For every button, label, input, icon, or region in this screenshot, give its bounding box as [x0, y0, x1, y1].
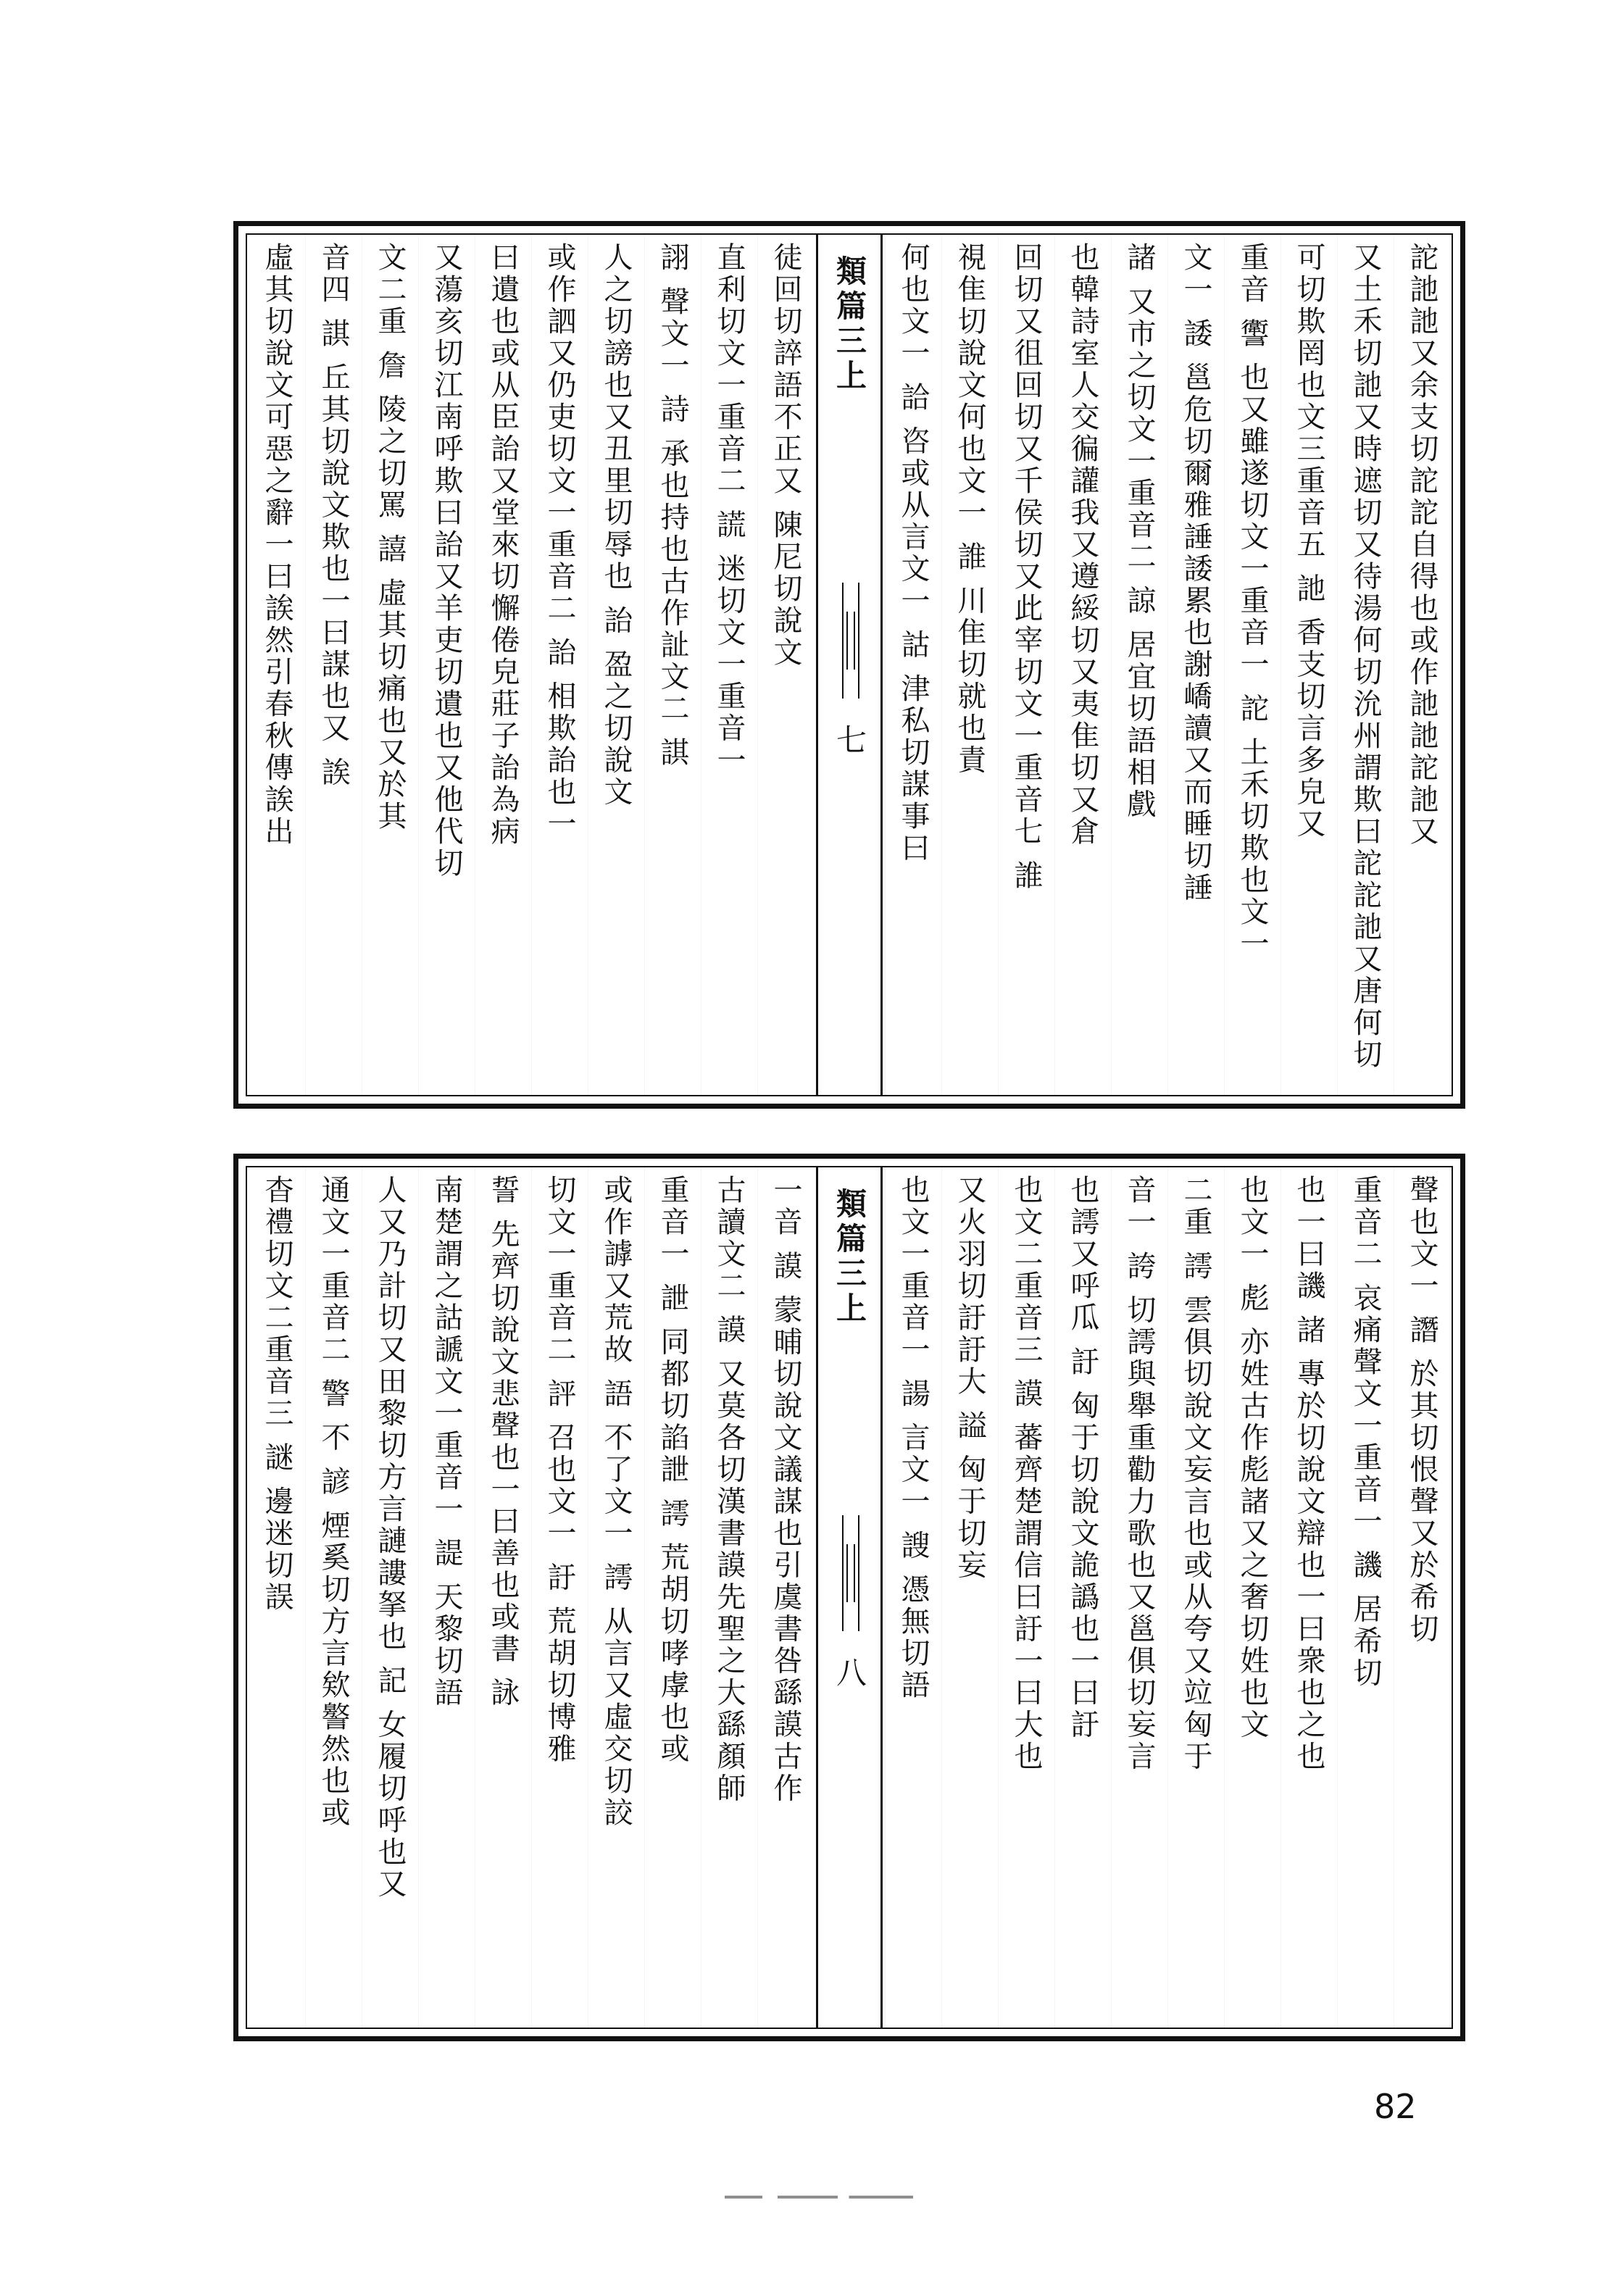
text-column: 曰遺也或从臣詒又堂來切懈倦皃莊子詒為病 — [475, 235, 531, 1095]
bottom-center-page-number: 八 — [832, 1657, 867, 1687]
text-column: 又火羽切訏訏大 謚 匈于切妄 — [941, 1167, 998, 2028]
fish-tail-ornament — [842, 583, 859, 699]
text-column: 文一 諉 邕危切爾雅諈諉累也謝嶠讀又而睡切諈 — [1167, 235, 1224, 1095]
fish-tail-ornament — [842, 1515, 859, 1631]
text-column: 詑訑訑又余支切詑詑自得也或作訑訑詑訑又 — [1394, 235, 1450, 1095]
text-column: 回切又徂回切又千侯切又此宰切文一重音七 誰 — [998, 235, 1054, 1095]
bottom-left-column-block — [249, 1167, 814, 2028]
text-column: 誓 先齊切說文悲聲也一曰善也或書 詠 — [475, 1167, 531, 2028]
text-column: 詡 聲文一 詩 承也持也古作訨文二 諆 — [644, 235, 701, 1095]
text-column: 南楚謂之詁謕文一重音一 諟 天黎切語 — [418, 1167, 475, 2028]
text-column: 直利切文一重音二 謊 迷切文一重音一 — [701, 235, 757, 1095]
text-column: 或作訵又仍吏切文一重音二 詒 相欺詒也一 — [531, 235, 588, 1095]
bottom-page-frame — [233, 1154, 1465, 2041]
text-column: 人之切謗也又丑里切辱也 詒 盈之切說文 — [588, 235, 644, 1095]
bottom-center-strip — [816, 1167, 883, 2028]
top-right-column-block — [885, 235, 1450, 1095]
top-center-strip — [816, 235, 883, 1095]
text-column: 何也文一 詥 咨或从言文一 詁 津私切謀事曰 — [885, 235, 941, 1095]
text-column: 或作謼又荒故 語 不了文一 謣 从言又虛交切詨 — [588, 1167, 644, 2028]
text-column: 重音一 詍 同都切諂詍 謣 荒胡切哮虖也或 — [644, 1167, 701, 2028]
text-column: 徒回切誶語不正又 陳尼切說文 — [757, 235, 814, 1095]
page-number: 82 — [1374, 2087, 1417, 2126]
text-column: 也文一 彪 亦姓古作彪諸又之奢切姓也文 — [1224, 1167, 1281, 2028]
text-column: 虛其切說文可惡之辭一曰誒然引春秋傳誒出 — [249, 235, 305, 1095]
bottom-center-title: 類篇三上 — [832, 1188, 867, 1327]
scan-artifact — [725, 2196, 913, 2199]
text-column: 諸 又市之切文一重音二 諒 居宜切語相戲 — [1111, 235, 1167, 1095]
text-column: 可切欺罔也文三重音五 訑 香支切言多皃又 — [1281, 235, 1337, 1095]
text-column: 重音 讆 也又雖遂切文一重音一 詑 土禾切欺也文一 — [1224, 235, 1281, 1095]
text-column: 音一 誇 切謣與舉重勸力歌也又邕俱切妄言 — [1111, 1167, 1167, 2028]
text-column: 一音 謨 蒙晡切說文議謀也引虞書咎繇謨古作 — [757, 1167, 814, 2028]
text-column: 古讀文二 謨 又莫各切漢書謨先聖之大繇顏師 — [701, 1167, 757, 2028]
text-column: 通文一重音二 警 不 諺 煙奚切方言欸譥然也或 — [305, 1167, 362, 2028]
top-left-column-block — [249, 235, 814, 1095]
text-column: 也一曰譏 諸 專於切說文辯也一曰衆也之也 — [1281, 1167, 1337, 2028]
text-column: 也韓詩室人交徧讙我又遵綏切又夷隹切又倉 — [1054, 235, 1111, 1095]
text-column: 人又乃計切又田黎切方言謰謱拏也 記 女履切呼也又 — [362, 1167, 418, 2028]
text-column: 重音二 哀痛聲文一重音一 譏 居希切 — [1337, 1167, 1394, 2028]
text-column: 音四 諆 丘其切說文欺也一曰謀也又 誒 — [305, 235, 362, 1095]
text-column: 文二重 詹 陵之切罵 譆 虛其切痛也又於其 — [362, 235, 418, 1095]
top-page-frame — [233, 221, 1465, 1109]
text-column: 視隹切說文何也文一 誰 川隹切就也責 — [941, 235, 998, 1095]
top-center-page-number: 七 — [832, 724, 867, 754]
text-column: 切文一重音二 評 召也文一 訏 荒胡切博雅 — [531, 1167, 588, 2028]
text-column: 又土禾切訑又時遮切又待湯何切沇州謂欺曰詑詑訑又唐何切 — [1337, 235, 1394, 1095]
text-column: 聲也文一 譖 於其切恨聲又於希切 — [1394, 1167, 1450, 2028]
text-column: 也文一重音一 諹 言文一 謏 憑無切語 — [885, 1167, 941, 2028]
top-center-title: 類篇三上 — [832, 255, 867, 394]
text-column: 二重 謣 雲俱切說文妄言也或从夸又竝匈于 — [1167, 1167, 1224, 2028]
text-column: 又蕩亥切江南呼欺曰詒又羊吏切遺也又他代切 — [418, 235, 475, 1095]
text-column: 也文二重音三 謨 蕃齊楚謂信曰訏一曰大也 — [998, 1167, 1054, 2028]
text-column: 杳禮切文二重音三 謎 邊迷切誤 — [249, 1167, 305, 2028]
text-column: 也謣又呼瓜 訏 匈于切說文詭譌也一曰訏 — [1054, 1167, 1111, 2028]
bottom-right-column-block — [885, 1167, 1450, 2028]
